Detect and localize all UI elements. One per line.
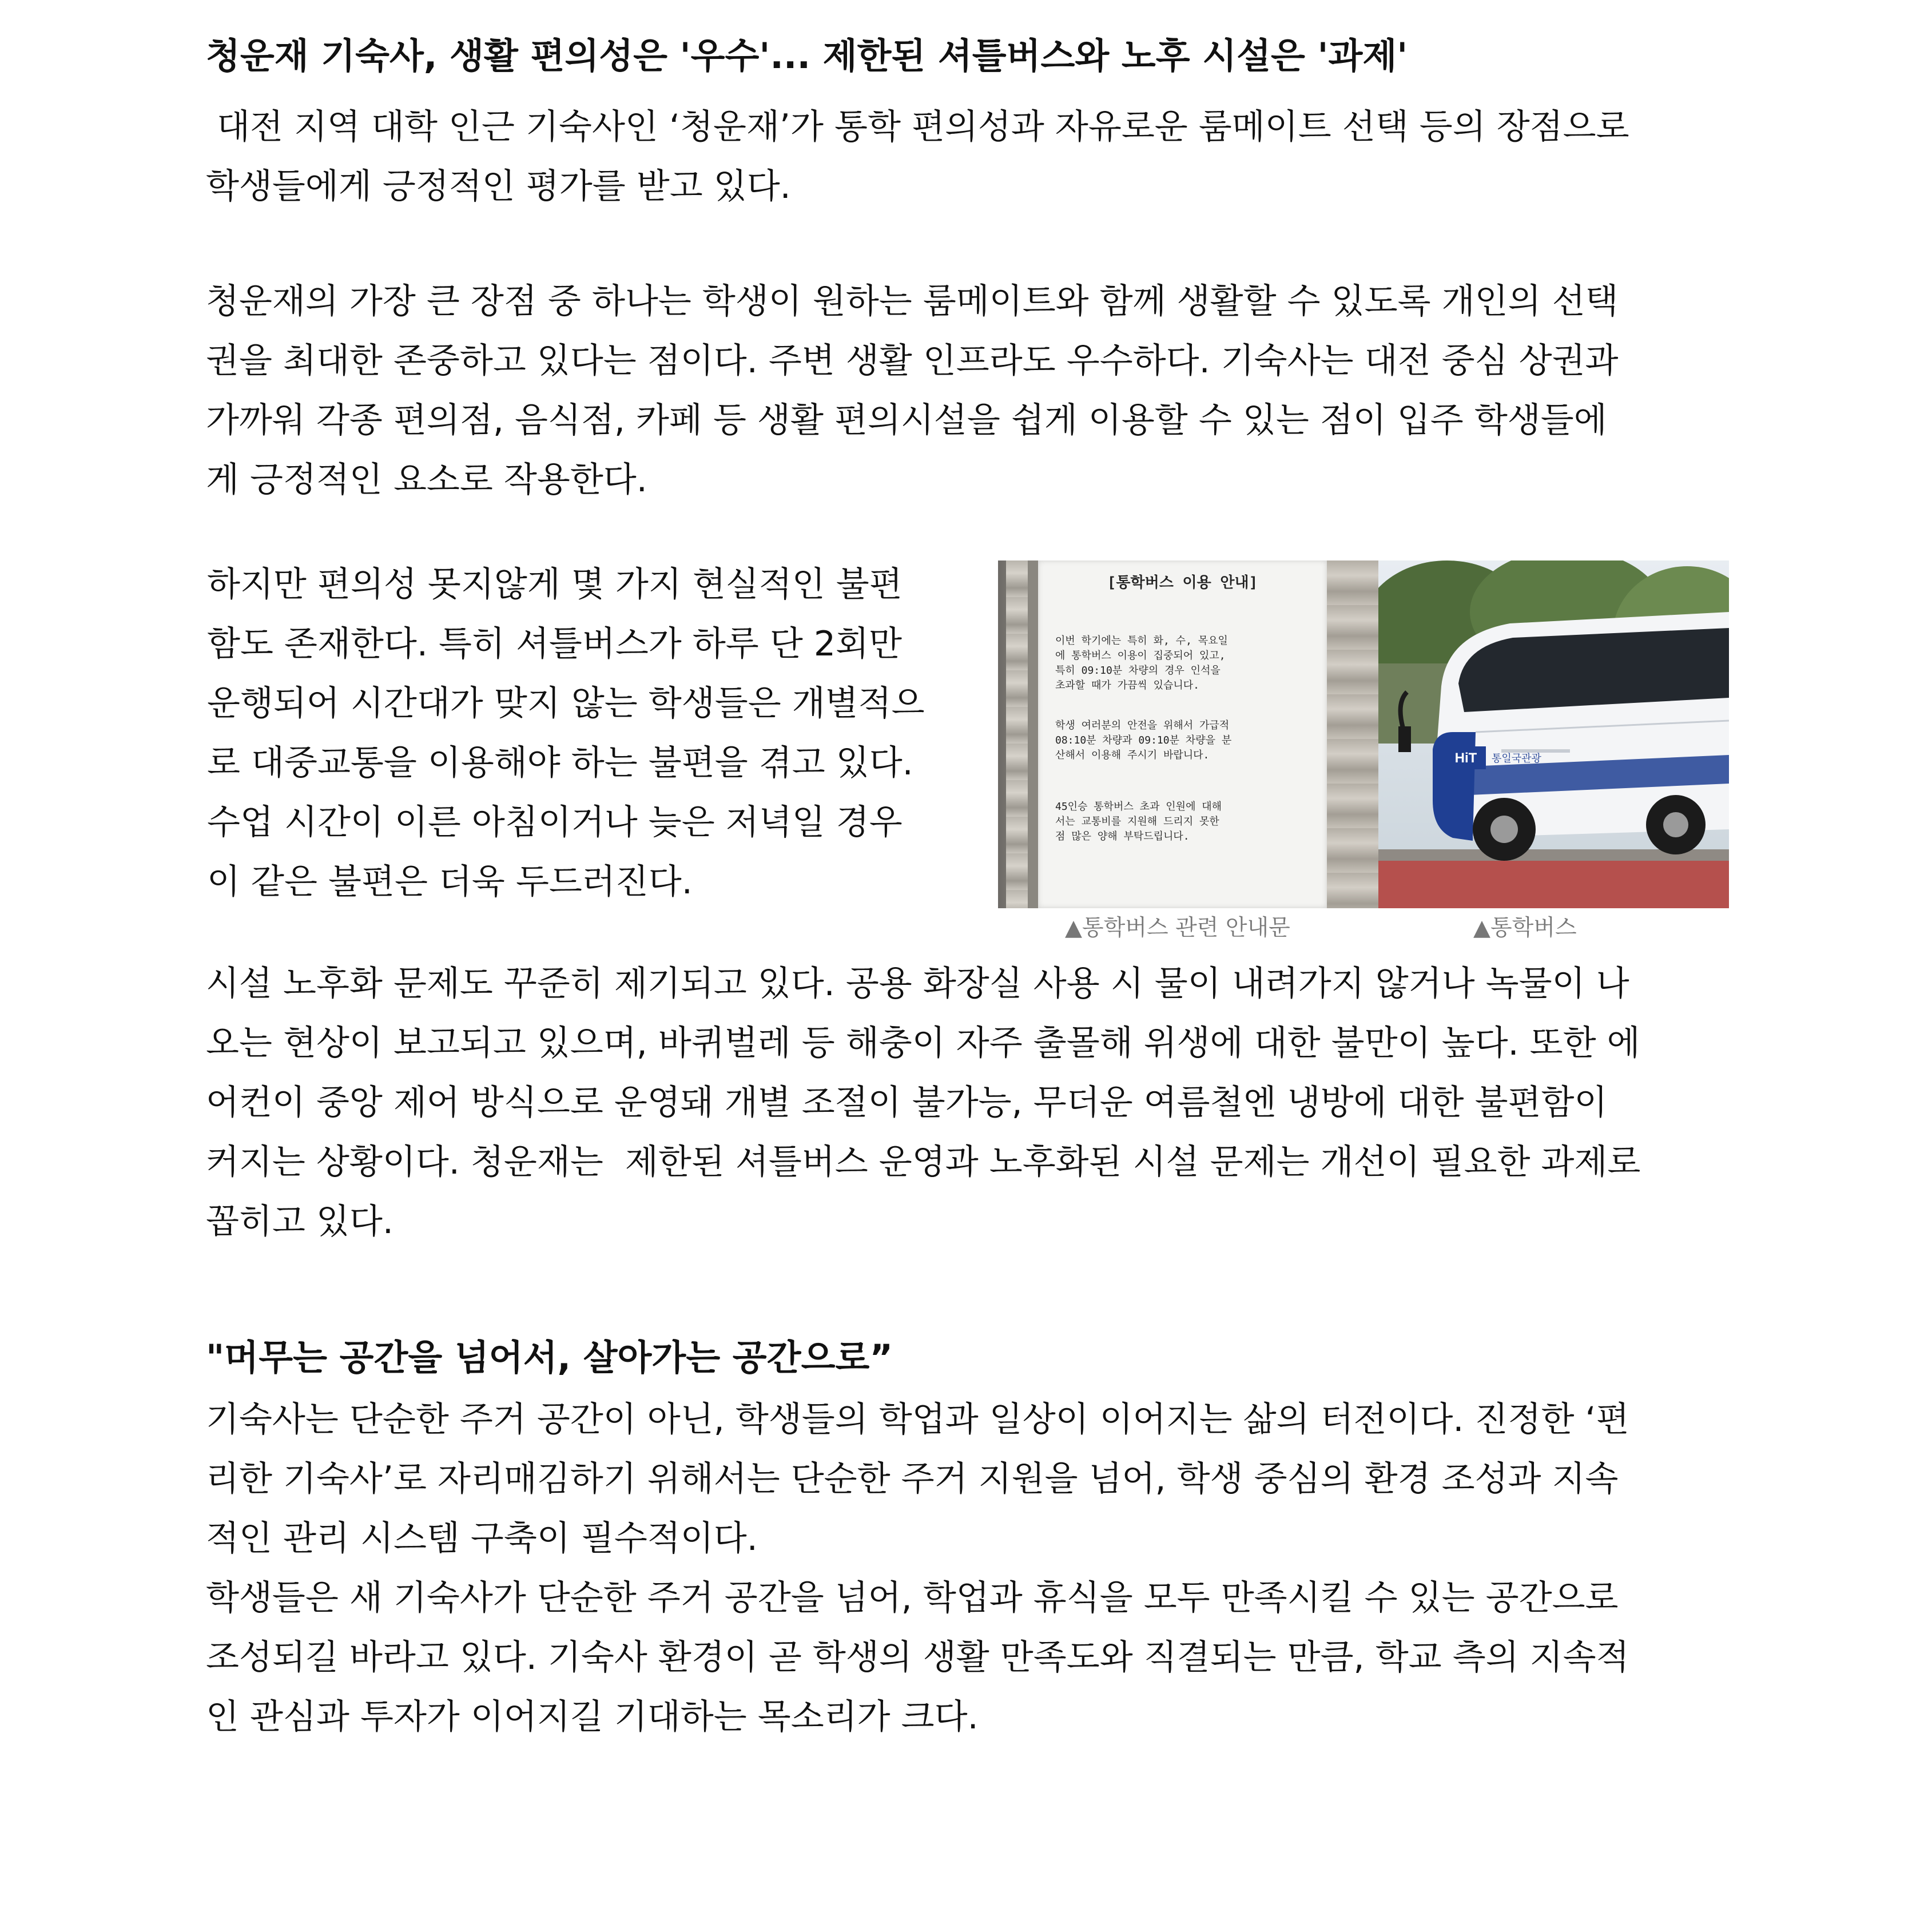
- para3-line-2: 함도 존재한다. 특히 셔틀버스가 하루 단 2회만: [207, 624, 902, 664]
- notice-sheet: [1038, 560, 1327, 908]
- para4-line-5: 꼽히고 있다.: [206, 1202, 393, 1242]
- notice-line: 특히 09:10분 차량의 경우 인석을: [1055, 665, 1221, 677]
- para3-line-6: 이 같은 불편은 더욱 두드러진다.: [207, 862, 693, 902]
- para2-line-4: 게 긍정적인 요소로 작용한다.: [206, 460, 647, 500]
- notice-title: [통학버스 이용 안내]: [1107, 574, 1258, 591]
- para2-line-3: 가까워 각종 편의점, 음식점, 카페 등 생활 편의시설을 쉽게 이용할 수 있는 점이 입주 학생들에: [206, 400, 1607, 440]
- notice-line: 이번 학기에는 특히 화, 수, 목요일: [1055, 635, 1228, 647]
- intro-line-1: 대전 지역 대학 인근 기숙사인 ‘청운재’가 통학 편의성과 자유로운 룸메이트 선택 등의 장점으로: [206, 107, 1629, 147]
- notice-line: 산해서 이용해 주시기 바랍니다.: [1055, 749, 1210, 761]
- section-subheading: "머무는 공간을 넘어서, 살아가는 공간으로”: [206, 1337, 893, 1378]
- para5-line-2: 리한 기숙사’로 자리매김하기 위해서는 단순한 주거 지원을 넘어, 학생 중심의 환경 조성과 지속: [206, 1459, 1619, 1499]
- notice-line: 에 통학버스 이용이 집중되어 있고,: [1055, 650, 1226, 662]
- notice-photo-caption: ▲통학버스 관련 안내문: [1065, 915, 1290, 941]
- para4-line-2: 오는 현상이 보고되고 있으며, 바퀴벌레 등 해충이 자주 출몰해 위생에 대한 불만이 높다. 또한 에: [206, 1023, 1640, 1063]
- para2-line-2: 권을 최대한 존중하고 있다는 점이다. 주변 생활 인프라도 우수하다. 기숙사는 대전 중심 상권과: [206, 341, 1619, 381]
- para4-line-1: 시설 노후화 문제도 꾸준히 제기되고 있다. 공용 화장실 사용 시 물이 내려가지 않거나 녹물이 나: [206, 964, 1629, 1004]
- notice-line: 점 많은 양해 부탁드립니다.: [1055, 830, 1190, 842]
- para5-line-3: 적인 관리 시스템 구축이 필수적이다.: [206, 1518, 758, 1559]
- bus-photo: [1378, 560, 1729, 908]
- para5-line-5: 조성되길 바라고 있다. 기숙사 환경이 곧 학생의 생활 만족도와 직결되는 만큼, 학교 측의 지속적: [206, 1637, 1629, 1677]
- para3-line-1: 하지만 편의성 못지않게 몇 가지 현실적인 불편: [207, 565, 903, 605]
- notice-line: 초과할 때가 가끔씩 있습니다.: [1055, 679, 1200, 691]
- para3-line-4: 로 대중교통을 이용해야 하는 불편을 겪고 있다.: [207, 743, 913, 783]
- notice-photo: [998, 560, 1378, 908]
- para3-line-5: 수업 시간이 이른 아침이거나 늦은 저녁일 경우: [207, 802, 903, 842]
- wall-tile-decoration: [1006, 560, 1028, 908]
- para3-line-3: 운행되어 시간대가 맞지 않는 학생들은 개별적으: [207, 683, 925, 723]
- para5-line-4: 학생들은 새 기숙사가 단순한 주거 공간을 넘어, 학업과 휴식을 모두 만족시킬 수 있는 공간으로: [206, 1578, 1619, 1618]
- intro-line-2: 학생들에게 긍정적인 평가를 받고 있다.: [206, 166, 791, 206]
- para5-line-1: 기숙사는 단순한 주거 공간이 아닌, 학생들의 학업과 일상이 이어지는 삶의 터전이다. 진정한 ‘편: [206, 1400, 1629, 1440]
- bus-photo-caption: ▲통학버스: [1473, 915, 1577, 941]
- bus-company-name: 통일국관광: [1492, 753, 1541, 765]
- para4-line-3: 어컨이 중앙 제어 방식으로 운영돼 개별 조절이 불가능, 무더운 여름철엔 냉방에 대한 불편함이: [206, 1083, 1608, 1123]
- para2-line-1: 청운재의 가장 큰 장점 중 하나는 학생이 원하는 룸메이트와 함께 생활할 수 있도록 개인의 선택: [206, 281, 1619, 321]
- article-headline: 청운재 기숙사, 생활 편의성은 '우수'... 제한된 셔틀버스와 노후 시설은 '과제': [206, 35, 1408, 77]
- bus-brand-badge: HiT: [1454, 750, 1477, 766]
- notice-line: 학생 여러분의 안전을 위해서 가급적: [1055, 719, 1230, 732]
- para4-line-4: 커지는 상황이다. 청운재는 제한된 셔틀버스 운영과 노후화된 시설 문제는 개선이 필요한 과제로: [206, 1142, 1641, 1182]
- notice-line: 서는 교통비를 지원해 드리지 못한: [1055, 816, 1219, 828]
- notice-line: 45인승 통학버스 초과 인원에 대해: [1055, 801, 1222, 813]
- para5-line-6: 인 관심과 투자가 이어지길 기대하는 목소리가 크다.: [206, 1697, 979, 1737]
- wall-tile-decoration: [1327, 560, 1378, 908]
- bus-illustration: [1378, 560, 1729, 908]
- notice-line: 08:10분 차량과 09:10분 차량을 분: [1055, 734, 1232, 746]
